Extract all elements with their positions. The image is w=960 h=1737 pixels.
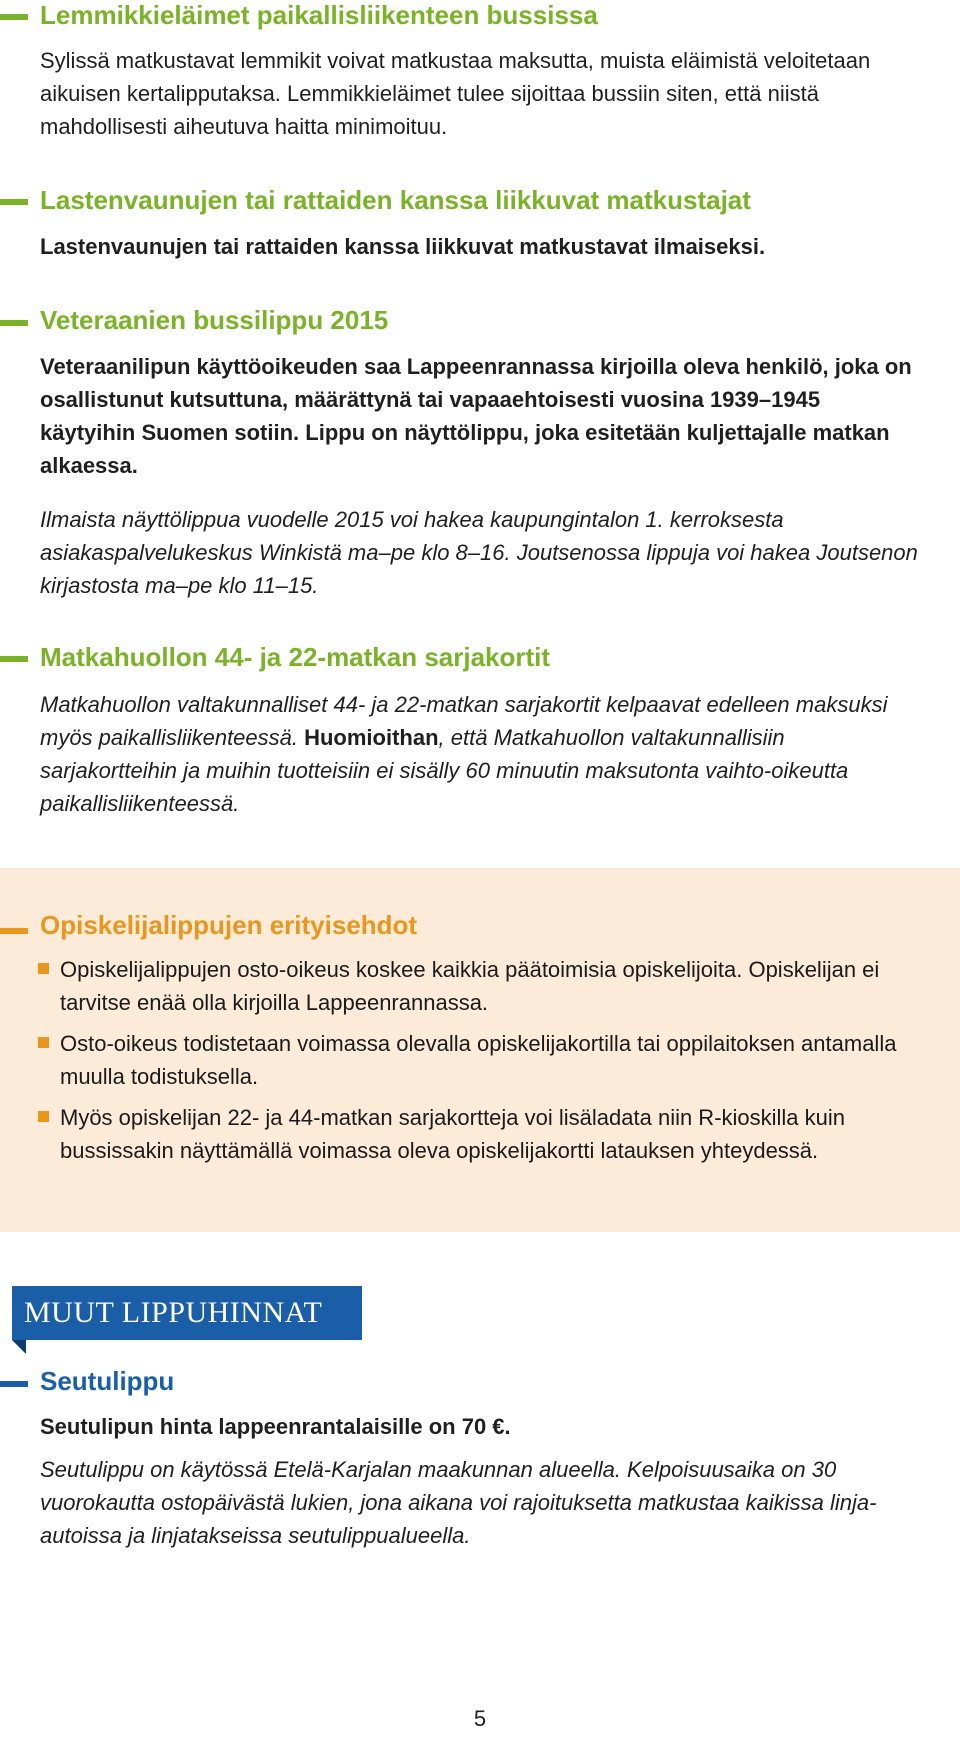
heading-strollers: Lastenvaunujen tai rattaiden kanssa liikkuvat matkustajat: [40, 185, 751, 215]
page-number: 5: [473, 1706, 487, 1731]
note-veterans: Ilmaista näyttölippua vuodelle 2015 voi hakea kaupungintalon 1. kerroksesta asiakaspalvelukeskus Winkistä ma–pe klo 8–16. Joutsenossa lippuja voi hakea Joutsenon kirjastosta ma–pe klo 11–15.: [40, 507, 918, 598]
bullet-square-icon: [38, 963, 49, 974]
text-matkahuolto-bold: Huomioithan: [304, 725, 439, 750]
text-pets: Sylissä matkustavat lemmikit voivat matkustaa maksutta, muista eläimistä veloitetaan aikuisen kertalipputaksa. Lemmikkieläimet tulee sijoittaa bussiin siten, että niistä mahdollisesti aiheutuva haitta minimoituu.: [40, 48, 871, 139]
heading-students: Opiskelijalippujen erityisehdot: [40, 910, 418, 940]
text-matkahuolto: [40, 688, 920, 820]
text-matkahuolto-part1: Matkahuollon valtakunnalliset 44- ja 22-matkan sarjakortit kelpaavat edelleen maksuksi myös paikallisliikenteessä.: [40, 692, 888, 750]
text-seutulippu: Seutulippu on käytössä Etelä-Karjalan maakunnan alueella. Kelpoisuusaika on 30 vuorokautta ostopäivästä lukien, jona aikana voi rajoituksetta matkustaa kaikissa linja-autoissa ja linjatakseissa seutulippualueella.: [40, 1457, 877, 1548]
heading-matkahuolto: Matkahuollon 44- ja 22-matkan sarjakortit: [40, 642, 551, 672]
heading-seutulippu: Seutulippu: [40, 1366, 175, 1396]
bullet-square-icon: [38, 1037, 49, 1048]
section-marker: [0, 928, 28, 934]
text-matkahuolto-part2: , että Matkahuollon valtakunnallisiin sarjakortteihin ja muihin tuotteisiin ei sisälly 60 minuutin maksutonta vaihto-oikeutta paikallisliikenteessä.: [40, 725, 849, 816]
students-bullet-list: [38, 953, 918, 1175]
bullet-square-icon: [38, 1111, 49, 1122]
heading-veterans: Veteraanien bussilippu 2015: [40, 305, 389, 335]
section-marker: [0, 1381, 28, 1387]
section-marker: [0, 320, 28, 326]
bullet-text: Osto-oikeus todistetaan voimassa olevalla opiskelijakortilla tai oppilaitoksen antamalla muulla todistuksella.: [60, 1031, 897, 1089]
banner-fold: [12, 1340, 26, 1354]
text-strollers: Lastenvaunujen tai rattaiden kanssa liikkuvat matkustavat ilmaiseksi.: [40, 234, 766, 259]
section-marker: [0, 656, 28, 662]
banner-title: MUUT LIPPUHINNAT: [24, 1296, 323, 1329]
section-marker: [0, 199, 28, 205]
price-seutulippu: Seutulipun hinta lappeenrantalaisille on 70 €.: [40, 1414, 511, 1439]
bullet-text: Myös opiskelijan 22- ja 44-matkan sarjakortteja voi lisäladata niin R-kioskilla kuin bussissakin näyttämällä voimassa oleva opiskelijakortti latauksen yhteydessä.: [60, 1105, 846, 1163]
list-item: [38, 1101, 918, 1167]
section-marker: [0, 14, 28, 20]
text-veterans: Veteraanilipun käyttöoikeuden saa Lappeenrannassa kirjoilla oleva henkilö, joka on osallistunut kutsuttuna, määrättynä tai vapaaehtoisesti vuosina 1939–1945 käytyihin Suomen sotiin. Lippu on näyttölippu, joka esitetään kuljettajalle matkan alkaessa.: [40, 354, 912, 478]
list-item: [38, 1027, 918, 1093]
list-item: [38, 953, 918, 1019]
heading-pets: Lemmikkieläimet paikallisliikenteen bussissa: [40, 0, 598, 30]
bullet-text: Opiskelijalippujen osto-oikeus koskee kaikkia päätoimisia opiskelijoita. Opiskelijan ei tarvitse enää olla kirjoilla Lappeenrannassa.: [60, 957, 880, 1015]
section-banner: [12, 1286, 362, 1340]
